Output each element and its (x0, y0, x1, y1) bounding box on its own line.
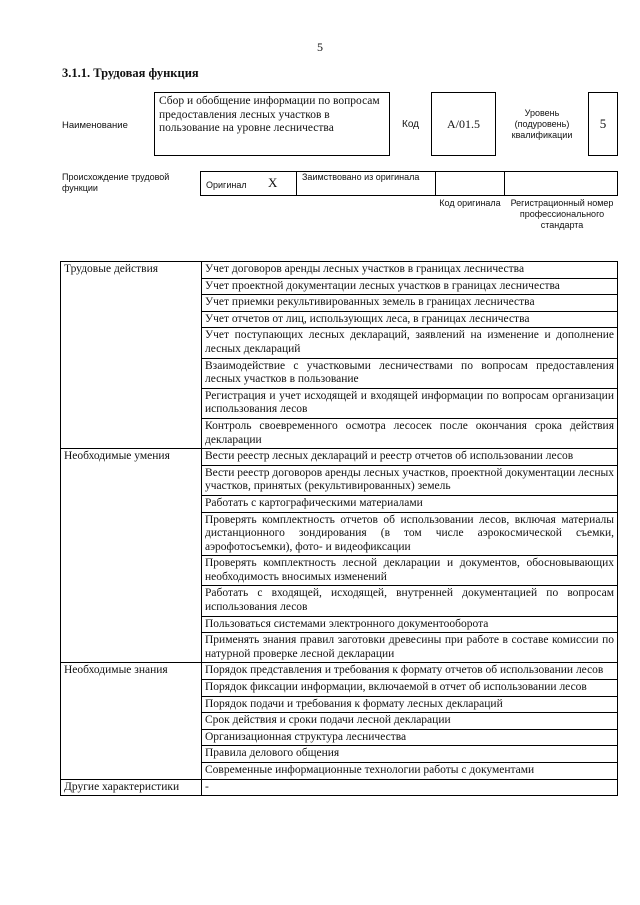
item-cell: Порядок представления и требования к формату отчетов об использовании лесов (202, 663, 618, 680)
reg-number-label: Регистрационный номер профессионального стандарта (510, 198, 614, 230)
item-cell: Проверять комплектность лесной декларации и документов, обосновывающих необходимость вносимых изменений (202, 556, 618, 586)
item-cell: Вести реестр лесных деклараций и реестр отчетов об использовании лесов (202, 449, 618, 466)
original-mark: Х (268, 175, 278, 190)
item-cell: Работать с входящей, исходящей, внутренней документацией по вопросам использования лесов (202, 586, 618, 616)
function-details-table (60, 261, 618, 796)
borrowed-label: Заимствовано из оригинала (302, 172, 420, 182)
item-cell: Правила делового общения (202, 746, 618, 763)
table-row (61, 663, 618, 680)
item-cell: Порядок подачи и требования к формату лесных деклараций (202, 696, 618, 713)
item-cell: Проверять комплектность отчетов об использовании лесов, включая материалы дистанционного зондирования (в том числе аэрокосмической съемки, аэрофотосъемки), фото- и видеофиксации (202, 512, 618, 556)
item-cell: Организационная структура лесничества (202, 729, 618, 746)
item-cell: - (202, 779, 618, 796)
item-cell: Регистрация и учет исходящей и входящей информации по вопросам организации использования лесов (202, 388, 618, 418)
origin-divider-2 (435, 171, 436, 196)
item-cell: Учет поступающих лесных деклараций, заявлений на изменение и дополнение лесных деклараций (202, 328, 618, 358)
code-value: А/01.5 (447, 116, 480, 131)
original-label: Оригинал (206, 180, 247, 190)
level-value: 5 (599, 116, 607, 131)
name-label: Наименование (62, 120, 128, 131)
item-cell: Работать с картографическими материалами (202, 495, 618, 512)
item-cell: Срок действия и сроки подачи лесной декларации (202, 713, 618, 730)
function-name-value: Сбор и обобщение информации по вопросам предоставления лесных участков в пользование на уровне лесничества (159, 95, 380, 135)
function-name-box (154, 92, 390, 156)
item-cell: Современные информационные технологии работы с документами (202, 763, 618, 780)
table-row (61, 262, 618, 279)
item-cell: Пользоваться системами электронного документооборота (202, 616, 618, 633)
code-original-label: Код оригинала (439, 198, 501, 208)
item-cell: Учет договоров аренды лесных участков в границах лесничества (202, 262, 618, 279)
code-box (431, 92, 496, 156)
category-cell: Трудовые действия (61, 262, 202, 449)
item-cell: Вести реестр договоров аренды лесных участков, проектной документации лесных участков, принятых (рекультивированных) земель (202, 465, 618, 495)
origin-label: Происхождение трудовой функции (62, 172, 170, 193)
item-cell: Контроль своевременного осмотра лесосек после окончания срока действия декларации (202, 418, 618, 448)
code-label: Код (402, 119, 420, 130)
category-cell: Другие характеристики (61, 779, 202, 796)
table-row (61, 449, 618, 466)
page-number: 5 (317, 40, 323, 54)
section-heading: 3.1.1. Трудовая функция (62, 66, 199, 80)
item-cell: Порядок фиксации информации, включаемой в отчет об использовании лесов (202, 680, 618, 697)
item-cell: Применять знания правил заготовки древесины при работе в составе комиссии по натурной проверке лесной декларации (202, 633, 618, 663)
table-row (61, 779, 618, 796)
item-cell: Учет отчетов от лиц, использующих леса, в границах лесничества (202, 311, 618, 328)
item-cell: Учет проектной документации лесных участков в границах лесничества (202, 278, 618, 295)
origin-divider-3 (504, 171, 505, 196)
category-cell: Необходимые умения (61, 449, 202, 663)
item-cell: Учет приемки рекультивированных земель в границах лесничества (202, 295, 618, 312)
item-cell: Взаимодействие с участковыми лесничествами по вопросам предоставления лесных участков в пользование (202, 358, 618, 388)
level-box (588, 92, 618, 156)
level-label: Уровень (подуровень) квалификации (511, 107, 573, 140)
category-cell: Необходимые знания (61, 663, 202, 779)
origin-divider-1 (296, 171, 297, 196)
